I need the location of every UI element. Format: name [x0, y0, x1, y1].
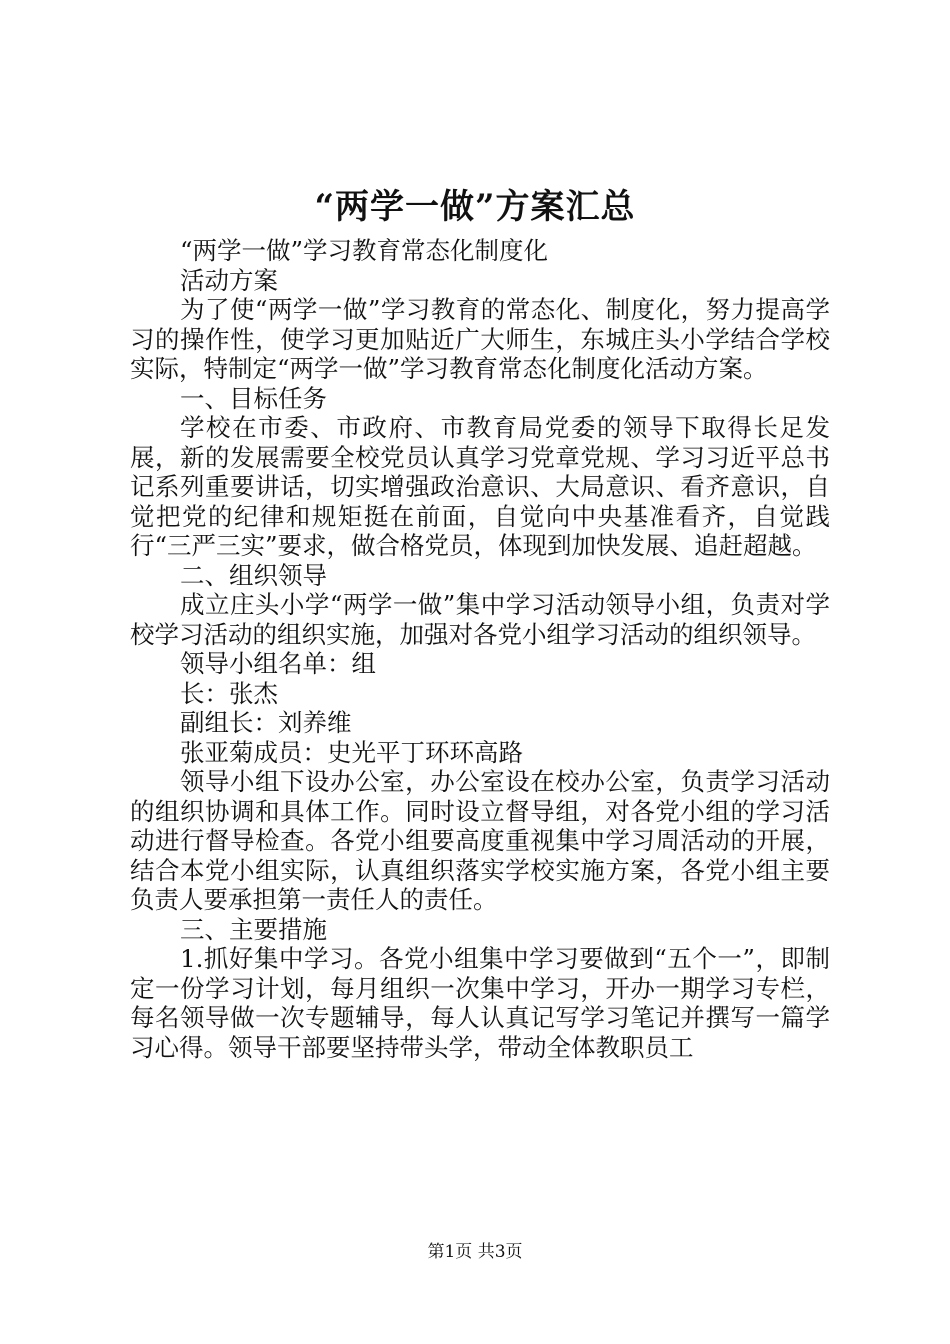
paragraph-leader: 长：张杰 [180, 678, 278, 708]
document-body [130, 236, 830, 1062]
page-number-footer: 第1页 共3页 [427, 1242, 523, 1262]
paragraph-intro: 为了使“两学一做”学习教育的常态化、制度化，努力提高学习的操作性，使学习更加贴近广大师生，东城庄头小学结合学校实际，特制定“两学一做”学习教育常态化制度化活动方案。 [130, 295, 830, 383]
paragraph-measure-1: 1.抓好集中学习。各党小组集中学习要做到“五个一”，即制定一份学习计划，每月组织一次集中学习，开办一期学习专栏，每名领导做一次专题辅导，每人认真记写学习笔记并撰写一篇学习心得。领导干部要坚持带头学，带动全体教职员工 [130, 944, 830, 1062]
section-heading-goals: 一、目标任务 [180, 383, 327, 413]
paragraph-leader-list: 领导小组名单：组 [180, 649, 376, 678]
section-heading-organization: 二、组织领导 [180, 560, 327, 590]
paragraph-members: 张亚菊成员：史光平丁环环高路 [180, 737, 523, 767]
paragraph-organization: 成立庄头小学“两学一做”集中学习活动领导小组，负责对学校学习活动的组织实施，加强对各党小组学习活动的组织领导。 [130, 590, 830, 649]
section-heading-measures: 三、主要措施 [180, 914, 327, 944]
paragraph-subtitle-line2: 活动方案 [180, 265, 278, 295]
paragraph-deputy-leader: 副组长：刘养维 [180, 708, 352, 737]
document-title: “两学一做”方案汇总 [314, 187, 636, 227]
paragraph-subtitle-line1: “两学一做”学习教育常态化制度化 [180, 236, 549, 265]
paragraph-goals: 学校在市委、市政府、市教育局党委的领导下取得长足发展，新的发展需要全校党员认真学习党章党规、学习习近平总书记系列重要讲话，切实增强政治意识、大局意识、看齐意识，自觉把党的纪律和规矩挺在前面，自觉向中央基准看齐，自觉践行“三严三实”要求，做合格党员，体现到加快发展、追赶超越。 [130, 413, 830, 560]
paragraph-office: 领导小组下设办公室，办公室设在校办公室，负责学习活动的组织协调和具体工作。同时设立督导组，对各党小组的学习活动进行督导检查。各党小组要高度重视集中学习周活动的开展，结合本党小组实际，认真组织落实学校实施方案，各党小组主要负责人要承担第一责任人的责任。 [130, 767, 830, 914]
